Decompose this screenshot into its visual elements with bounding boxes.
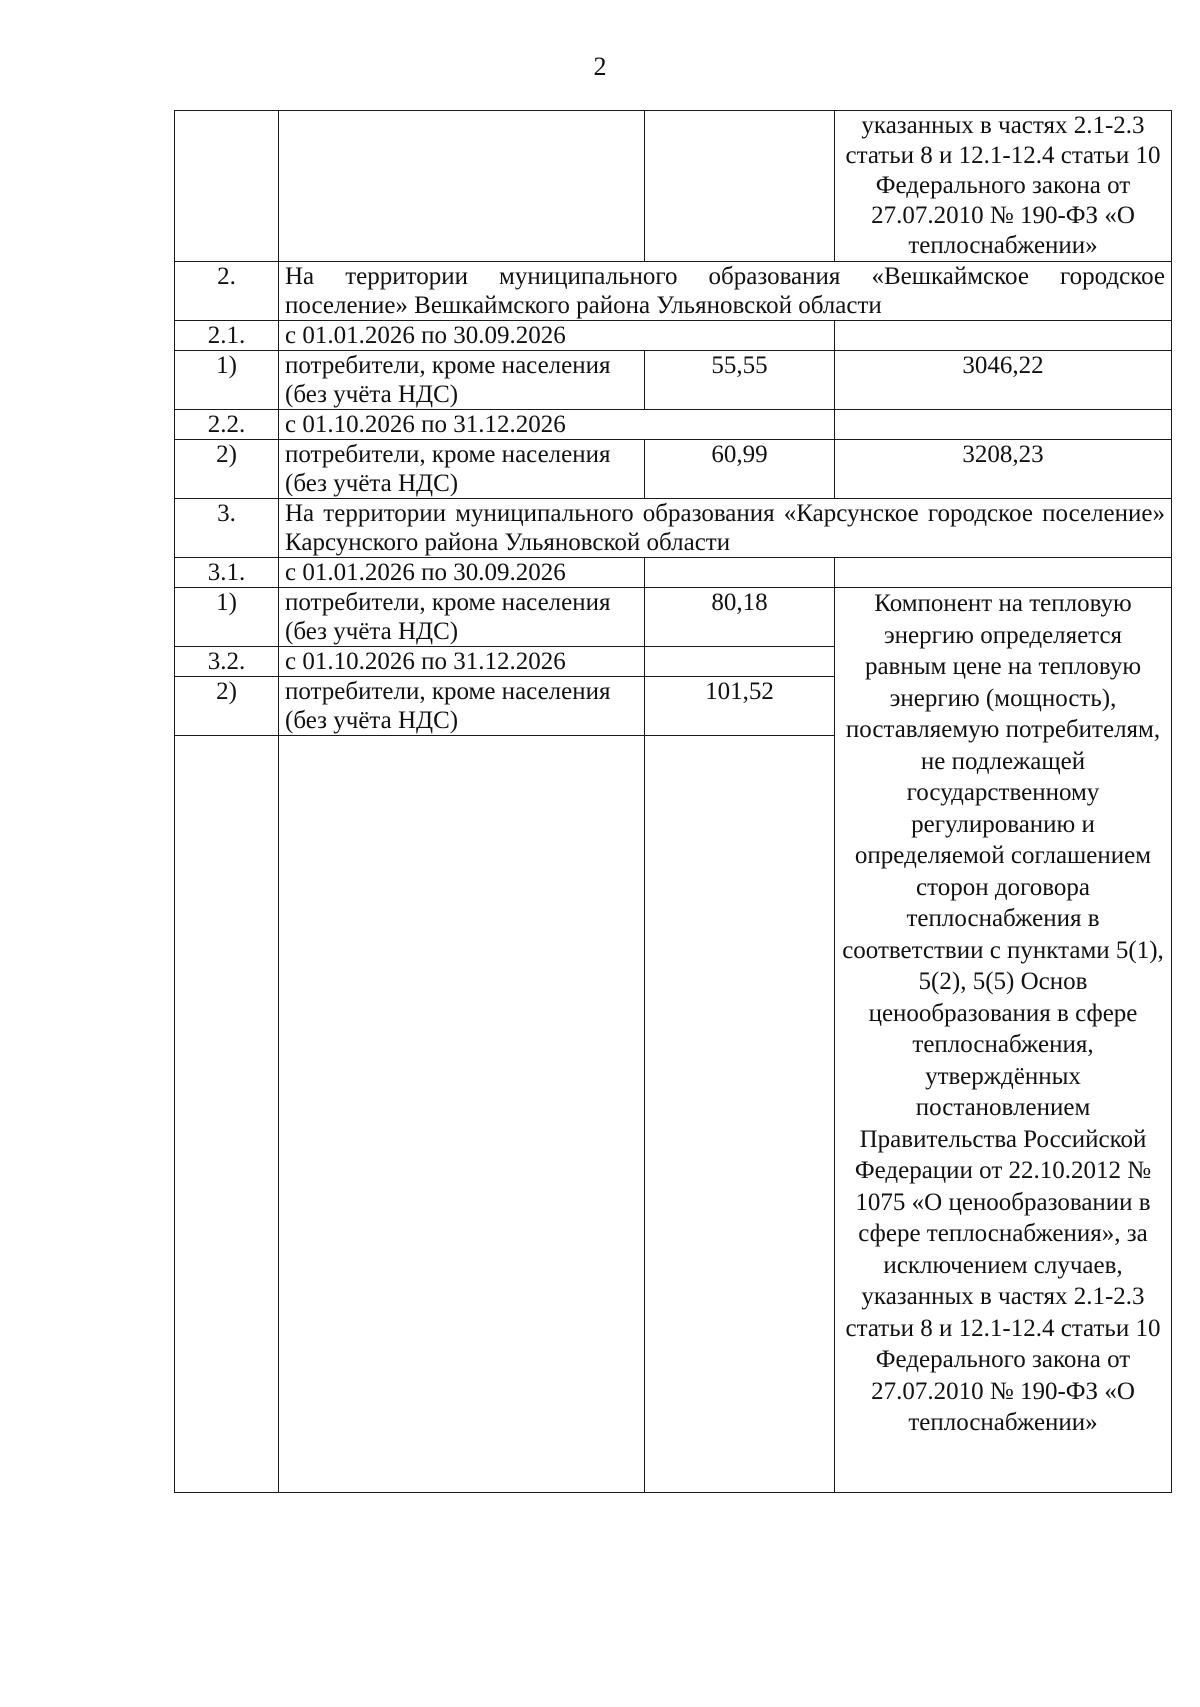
section-number: 3. [175,499,279,558]
cell-value2 [835,410,1172,440]
table-row-continuation [175,111,1172,262]
cell-num [175,111,279,262]
period-number: 2.1. [175,321,279,351]
period-row [175,321,1172,351]
cell-value [645,736,835,1493]
cell-desc [279,111,645,262]
row-value: 101,52 [645,677,835,736]
row-description: потребители, кроме населения (без учёта НДС) [279,588,645,647]
continuation-note: указанных в частях 2.1-2.3 статьи 8 и 12.1-12.4 статьи 10 Федерального закона от 27.07.2010 № 190-ФЗ «О теплоснабжении» [835,111,1172,262]
row-value: 55,55 [645,351,835,410]
cell-value [645,647,835,677]
page-number: 2 [593,52,607,81]
period-number: 2.2. [175,410,279,440]
row-value: 60,99 [645,440,835,499]
period-number: 3.1. [175,558,279,588]
component-note: Компонент на тепловую энергию определяется равным цене на тепловую энергию (мощность), поставляемую потребителям, не подлежащей государственному регулированию и определяемой соглашением сторон договора теплоснабжения в соответствии с пунктами 5(1), 5(2), 5(5) Основ ценообразования в сфере теплоснабжения, утверждённых постановлением Правительства Российской Федерации от 22.10.2012 № 1075 «О ценообразовании в сфере теплоснабжения», за исключением случаев, указанных в частях 2.1-2.3 статьи 8 и 12.1-12.4 статьи 10 Федерального закона от 27.07.2010 № 190-ФЗ «О теплоснабжении» [835,588,1172,1493]
period-label: с 01.01.2026 по 30.09.2026 [279,558,645,588]
row-value: 80,18 [645,588,835,647]
cell-value [645,558,835,588]
cell-value2 [835,558,1172,588]
section-title: На территории муниципального образования «Карсунское городское поселение» Карсунского района Ульяновской области [279,499,1172,558]
cell-num [175,736,279,1493]
row-number: 1) [175,588,279,647]
cell-value2 [835,321,1172,351]
period-label: с 01.01.2026 по 30.09.2026 [279,321,835,351]
period-row [175,558,1172,588]
section-header-row [175,262,1172,321]
row-description: потребители, кроме населения (без учёта НДС) [279,351,645,410]
row-value2: 3046,22 [835,351,1172,410]
row-description: потребители, кроме населения (без учёта НДС) [279,677,645,736]
row-value2: 3208,23 [835,440,1172,499]
section-number: 2. [175,262,279,321]
row-number: 2) [175,677,279,736]
table-row [175,440,1172,499]
cell-value [645,111,835,262]
period-label: с 01.10.2026 по 31.12.2026 [279,410,835,440]
table-row [175,351,1172,410]
row-number: 1) [175,351,279,410]
table-row [175,588,1172,647]
section-title: На территории муниципального образования «Вешкаймское городское поселение» Вешкаймского района Ульяновской области [279,262,1172,321]
cell-desc [279,736,645,1493]
period-label: с 01.10.2026 по 31.12.2026 [279,647,645,677]
period-number: 3.2. [175,647,279,677]
period-row [175,410,1172,440]
row-number: 2) [175,440,279,499]
section-header-row [175,499,1172,558]
tariff-table [174,110,1172,1493]
row-description: потребители, кроме населения (без учёта НДС) [279,440,645,499]
